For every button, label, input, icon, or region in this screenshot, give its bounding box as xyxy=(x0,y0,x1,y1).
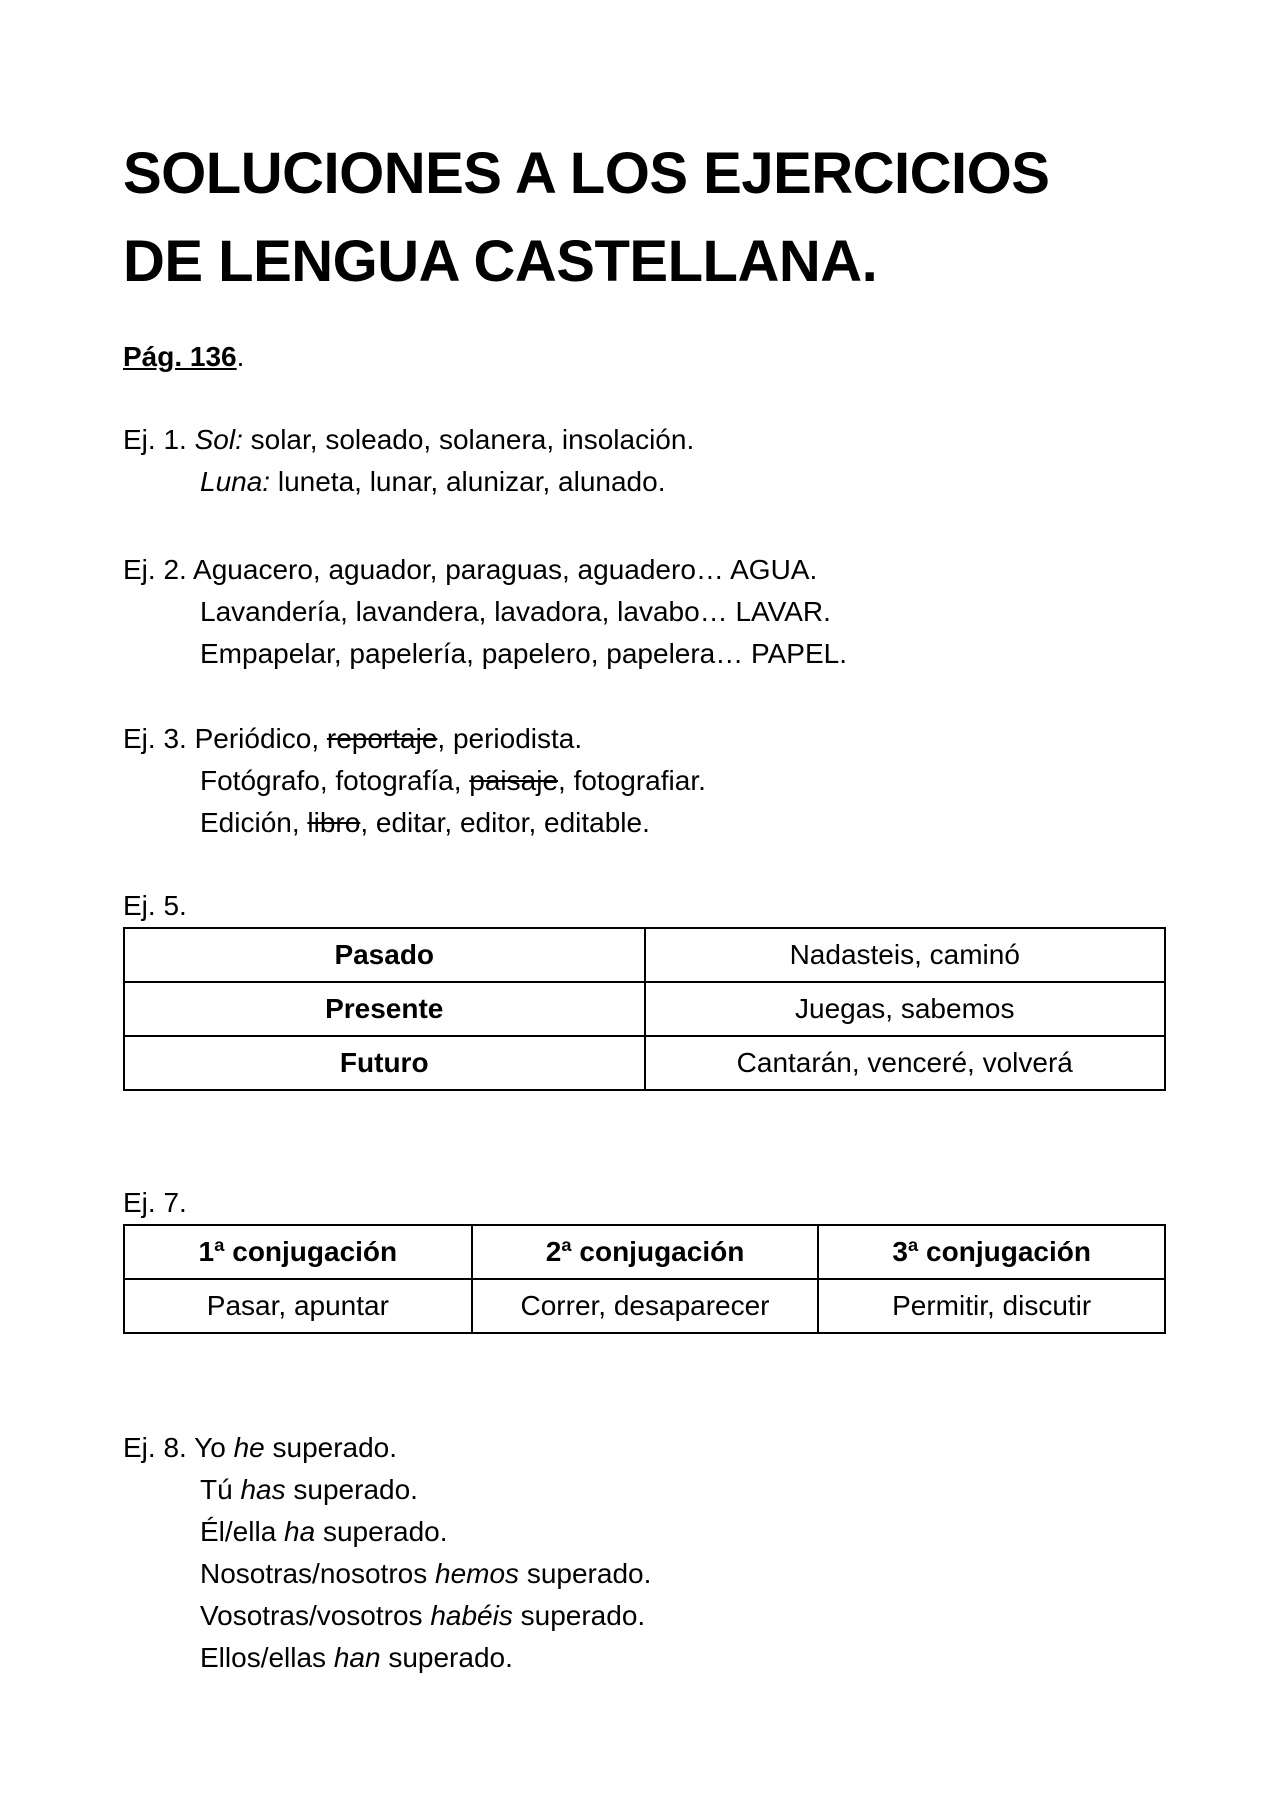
title-line-1: SOLUCIONES A LOS EJERCICIOS xyxy=(123,141,1050,206)
table-row xyxy=(124,928,1165,982)
ej8-text: superado. xyxy=(519,1558,652,1589)
ej8-text: superado. xyxy=(285,1474,418,1505)
ej3-text: Periódico, xyxy=(194,723,327,754)
struck-word: paisaje xyxy=(469,765,559,796)
page-reference-suffix: . xyxy=(236,341,245,372)
page-reference-label: Pág. 136 xyxy=(123,341,237,372)
conjugation-cell: Correr, desaparecer xyxy=(472,1279,819,1333)
ej1-text-2: luneta, lunar, alunizar, alunado. xyxy=(270,466,666,497)
ej8-line-6 xyxy=(200,1637,513,1679)
ej8-label: Ej. 8. xyxy=(123,1432,187,1463)
table-row xyxy=(124,982,1165,1036)
ej8-text: Él/ella xyxy=(200,1516,285,1547)
table-row xyxy=(124,1279,1165,1333)
ej1-label: Ej. 1. xyxy=(123,424,187,455)
ej3-text: , fotografiar. xyxy=(558,765,706,796)
conjugation-header: 2ª conjugación xyxy=(472,1225,819,1279)
ej8-verb: han xyxy=(333,1642,381,1673)
ej8-line-4 xyxy=(200,1553,651,1595)
conjugation-cell: Permitir, discutir xyxy=(818,1279,1165,1333)
struck-word: reportaje xyxy=(326,723,438,754)
ej8-verb: he xyxy=(233,1432,265,1463)
ej8-text: superado. xyxy=(512,1600,646,1631)
ej8-line-3 xyxy=(200,1511,448,1553)
ej3-line-3 xyxy=(200,802,650,844)
ej3-text: Fotógrafo, fotografía, xyxy=(200,765,470,796)
ej2-line-1 xyxy=(123,549,817,591)
ej1-text-1: solar, soleado, solanera, insolación. xyxy=(242,424,695,455)
ej8-line-5 xyxy=(200,1595,645,1637)
ej8-text: Ellos/ellas xyxy=(200,1642,334,1673)
ej8-verb: ha xyxy=(284,1516,316,1547)
ej3-label: Ej. 3. xyxy=(123,723,187,754)
page-title xyxy=(123,130,1049,306)
ej5-table xyxy=(123,927,1166,1091)
ej8-line-1 xyxy=(123,1427,397,1469)
title-line-2: DE LENGUA CASTELLANA. xyxy=(123,229,878,294)
ej3-text: Edición, xyxy=(200,807,308,838)
ej5-label: Ej. 5. xyxy=(123,890,187,921)
ej2-text-1: Aguacero, aguador, paraguas, aguadero… AGUA. xyxy=(193,554,818,585)
ej8-line-2 xyxy=(200,1469,418,1511)
tense-cell: Pasado xyxy=(124,928,645,982)
ej7-table xyxy=(123,1224,1166,1334)
verbs-cell: Nadasteis, caminó xyxy=(645,928,1166,982)
ej8-text: superado. xyxy=(264,1432,398,1463)
ej8-verb: hemos xyxy=(435,1558,520,1589)
ej8-text: Vosotras/vosotros xyxy=(200,1600,431,1631)
ej1-line-2 xyxy=(200,461,665,503)
ej8-text: Tú xyxy=(200,1474,241,1505)
verbs-cell: Juegas, sabemos xyxy=(645,982,1166,1036)
ej1-word-2: Luna: xyxy=(200,466,271,497)
ej1-word-1: Sol: xyxy=(194,424,243,455)
ej8-text: superado. xyxy=(380,1642,513,1673)
ej3-line-1 xyxy=(123,718,582,760)
ej2-line-2: Lavandería, lavandera, lavadora, lavabo… LAVAR. xyxy=(200,596,831,627)
table-header-row xyxy=(124,1225,1165,1279)
ej7-label: Ej. 7. xyxy=(123,1187,187,1218)
struck-word: libro xyxy=(307,807,361,838)
ej3-text: , periodista. xyxy=(437,723,583,754)
conjugation-cell: Pasar, apuntar xyxy=(124,1279,472,1333)
page-reference xyxy=(123,336,244,378)
table-row xyxy=(124,1036,1165,1090)
ej3-text: , editar, editor, editable. xyxy=(360,807,650,838)
ej8-verb: habéis xyxy=(430,1600,513,1631)
conjugation-header: 1ª conjugación xyxy=(124,1225,472,1279)
ej8-text: Nosotras/nosotros xyxy=(200,1558,435,1589)
ej2-line-3: Empapelar, papelería, papelero, papelera… PAPEL. xyxy=(200,638,848,669)
tense-cell: Presente xyxy=(124,982,645,1036)
ej8-text: superado. xyxy=(315,1516,448,1547)
ej1-line-1 xyxy=(123,419,694,461)
conjugation-header: 3ª conjugación xyxy=(818,1225,1165,1279)
tense-cell: Futuro xyxy=(124,1036,645,1090)
verbs-cell: Cantarán, venceré, volverá xyxy=(645,1036,1166,1090)
ej8-text: Yo xyxy=(194,1432,234,1463)
ej8-verb: has xyxy=(240,1474,286,1505)
ej3-line-2 xyxy=(200,760,706,802)
ej2-label: Ej. 2. xyxy=(123,554,187,585)
